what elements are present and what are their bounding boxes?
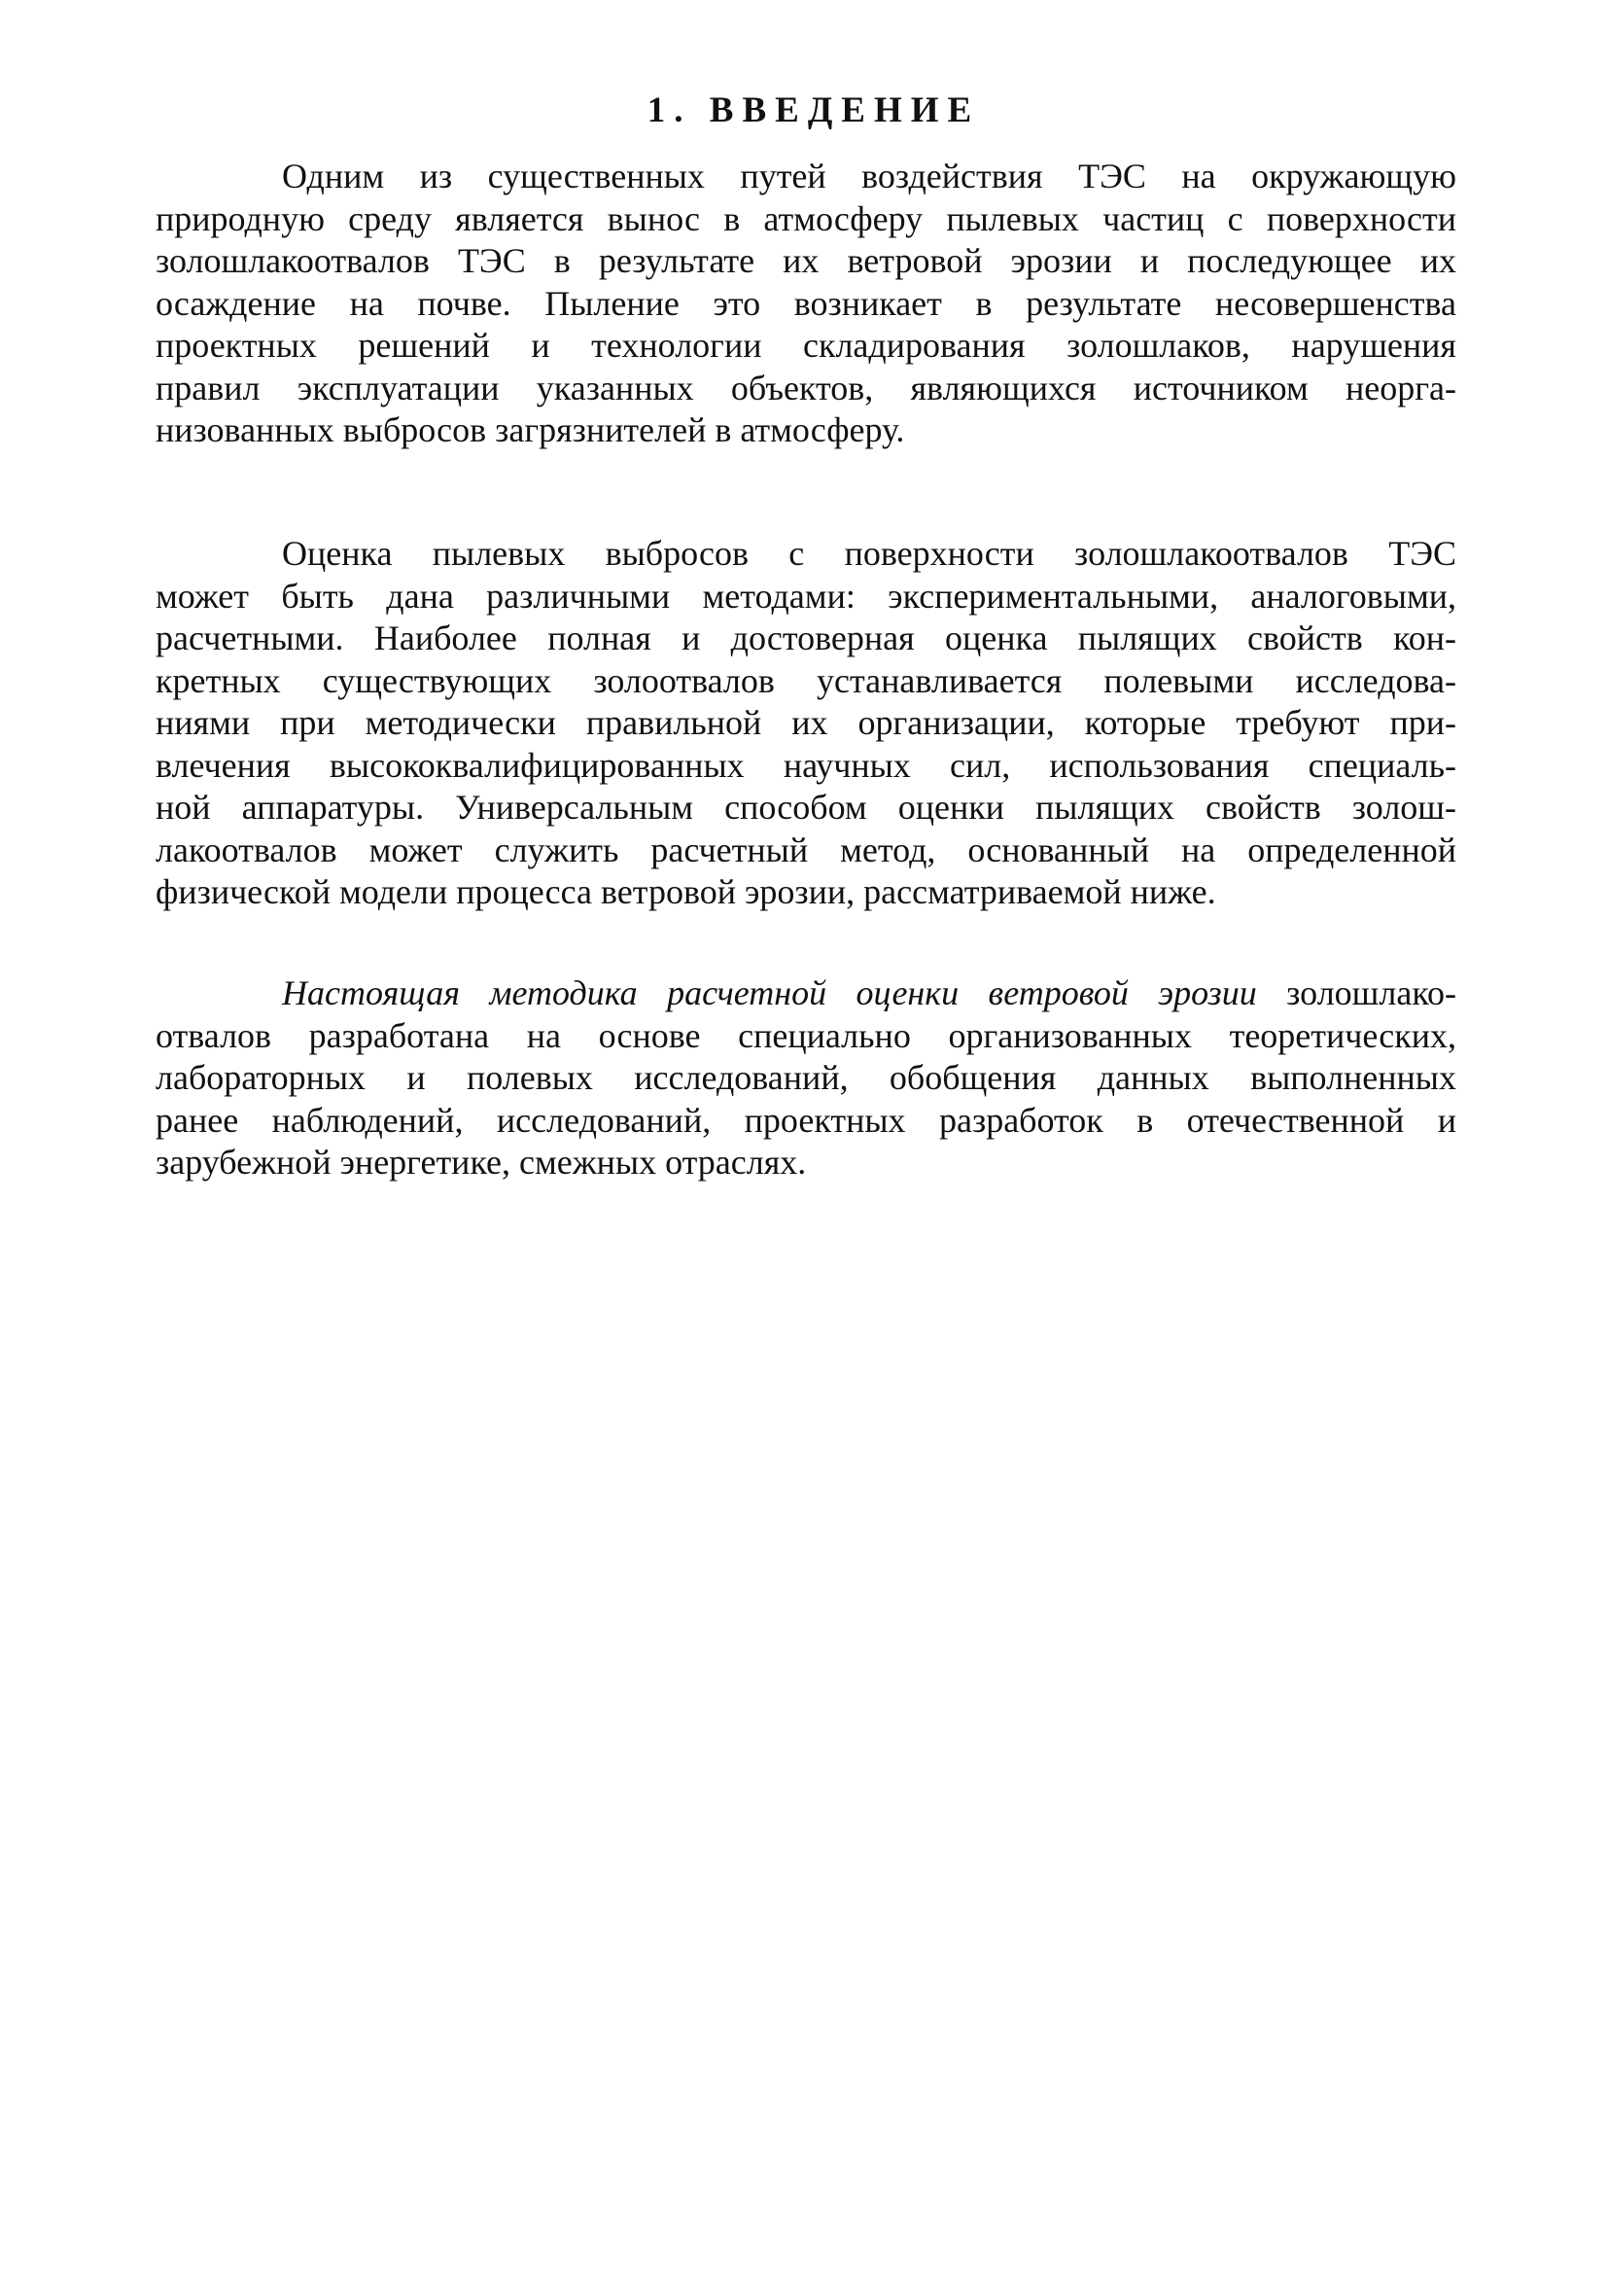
paragraph-line: ранее наблюдений, исследований, проектных разработок в отечественной и <box>156 1100 1456 1140</box>
paragraph-line: правил эксплуатации указанных объектов, являющихся источником неорга- <box>156 368 1456 407</box>
paragraph-line: низованных выбросов загрязнителей в атмосферу. <box>156 410 905 449</box>
paragraph-line: влечения высококвалифицированных научных сил, использования специаль- <box>156 745 1456 785</box>
paragraph-line: природную среду является вынос в атмосферу пылевых частиц с поверхности <box>156 198 1456 238</box>
paragraph-line: золошлакоотвалов ТЭС в результате их ветровой эрозии и последующее их <box>156 241 1456 280</box>
paragraph-line <box>156 972 1456 1015</box>
paragraph-intro <box>156 156 1456 452</box>
paragraph-line: Одним из существенных путей воздействия ТЭС на окружающую <box>282 157 1456 195</box>
paragraph-line: отвалов разработана на основе специально организованных теоретических, <box>156 1015 1456 1055</box>
section-title: 1. ВВЕДЕНИЕ <box>647 90 981 130</box>
paragraph-line: лабораторных и полевых исследований, обобщения данных выполненных <box>156 1058 1456 1097</box>
paragraph-line: ной аппаратуры. Универсальным способом оценки пылящих свойств золош- <box>156 788 1456 827</box>
intro-rest: золошлако- <box>1256 973 1456 1012</box>
paragraph-line: осаждение на почве. Пыление это возникает в результате несовершенства <box>156 283 1456 323</box>
italic-intro: Настоящая методика расчетной оценки ветровой эрозии <box>282 973 1257 1012</box>
paragraph-line: физической модели процесса ветровой эрозии, рассматриваемой ниже. <box>156 872 1216 911</box>
paragraph-line: зарубежной энергетике, смежных отраслях. <box>156 1143 807 1182</box>
paragraph-line: ниями при методически правильной их организации, которые требуют при- <box>156 703 1456 742</box>
paragraph-line: кретных существующих золоотвалов устанавливается полевыми исследова- <box>156 660 1456 700</box>
paragraph-line: проектных решений и технологии складирования золошлаков, нарушения <box>156 326 1456 365</box>
paragraph-line: лакоотвалов может служить расчетный метод, основанный на определенной <box>156 830 1456 869</box>
paragraph-methodology <box>156 972 1456 1184</box>
paragraph-line: может быть дана различными методами: экспериментальными, аналоговыми, <box>156 576 1456 616</box>
paragraph-methods <box>156 533 1456 914</box>
paragraph-line: Оценка пылевых выбросов с поверхности золошлакоотвалов ТЭС <box>282 534 1456 573</box>
paragraph-line: расчетными. Наиболее полная и достоверная оценка пылящих свойств кон- <box>156 618 1456 657</box>
